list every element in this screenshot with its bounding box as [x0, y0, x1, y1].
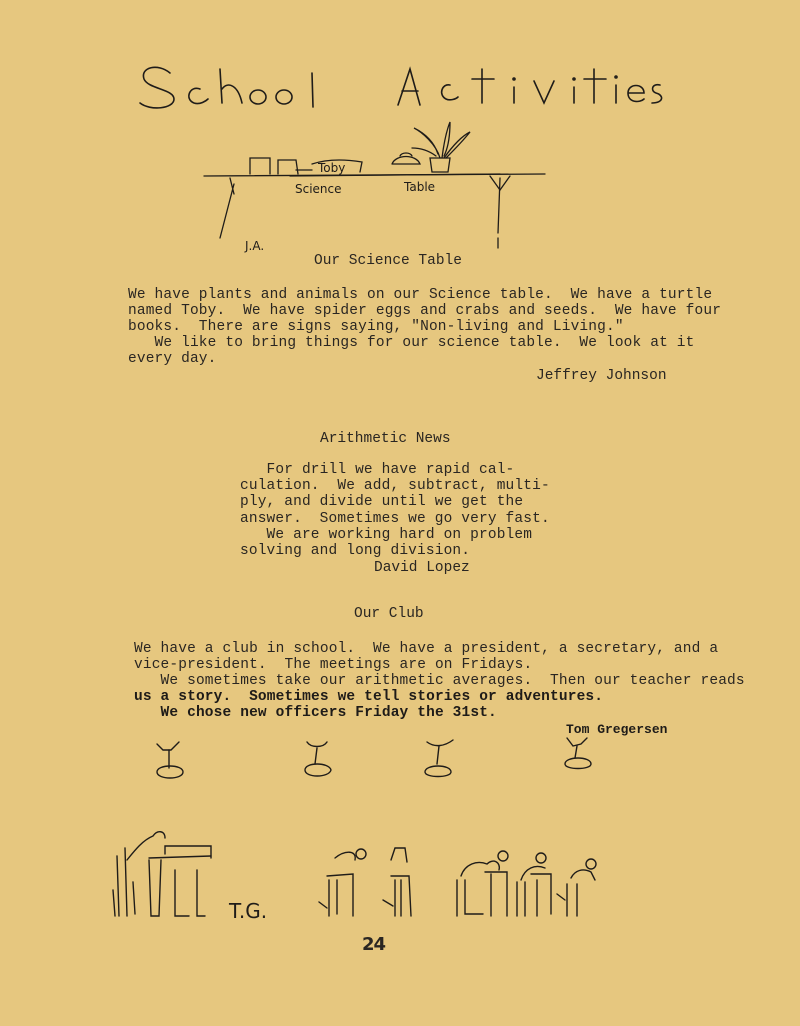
our-club-author: Tom Gregersen	[566, 722, 668, 737]
science-table-drawing	[200, 118, 560, 258]
article-line: We chose new officers Friday the 31st.	[134, 705, 497, 721]
science-table-author: Jeffrey Johnson	[536, 368, 667, 384]
our-club-heading: Our Club	[354, 606, 424, 622]
article-line: For drill we have rapid cal-	[240, 462, 515, 478]
page-number: 24	[362, 934, 386, 955]
article-line: We like to bring things for our science table. We look at it	[128, 335, 695, 351]
article-line: solving and long division.	[240, 543, 471, 559]
sketch-label-science: Science	[295, 182, 342, 196]
article-line: us a story. Sometimes we tell stories or adventures.	[134, 689, 604, 705]
article-line: We are working hard on problem	[240, 527, 533, 543]
drawing-initials: T.G.	[229, 899, 268, 923]
sketch-label-table: Table	[404, 180, 436, 194]
article-line: We have plants and animals on our Science table. We have a turtle	[128, 287, 713, 303]
article-line: answer. Sometimes we go very fast.	[240, 511, 550, 527]
article-line: We have a club in school. We have a president, a secretary, and a	[134, 641, 719, 657]
handwritten-title	[130, 55, 670, 125]
article-line: ply, and divide until we get the	[240, 494, 524, 510]
article-line: every day.	[128, 351, 217, 367]
arithmetic-news-heading: Arithmetic News	[320, 431, 451, 447]
article-line: We sometimes take our arithmetic averages. Then our teacher reads	[134, 673, 745, 689]
arithmetic-news-author: David Lopez	[374, 560, 470, 576]
classroom-drawing	[105, 730, 705, 960]
article-line: named Toby. We have spider eggs and crabs and seeds. We have four	[128, 303, 722, 319]
science-table-heading: Our Science Table	[314, 253, 462, 269]
article-line: vice-president. The meetings are on Fridays.	[134, 657, 533, 673]
sketch-initials: J.A.	[245, 239, 265, 253]
sketch-label-toby: Toby	[318, 161, 346, 175]
article-line: culation. We add, subtract, multi-	[240, 478, 550, 494]
article-line: books. There are signs saying, "Non-living and Living."	[128, 319, 624, 335]
